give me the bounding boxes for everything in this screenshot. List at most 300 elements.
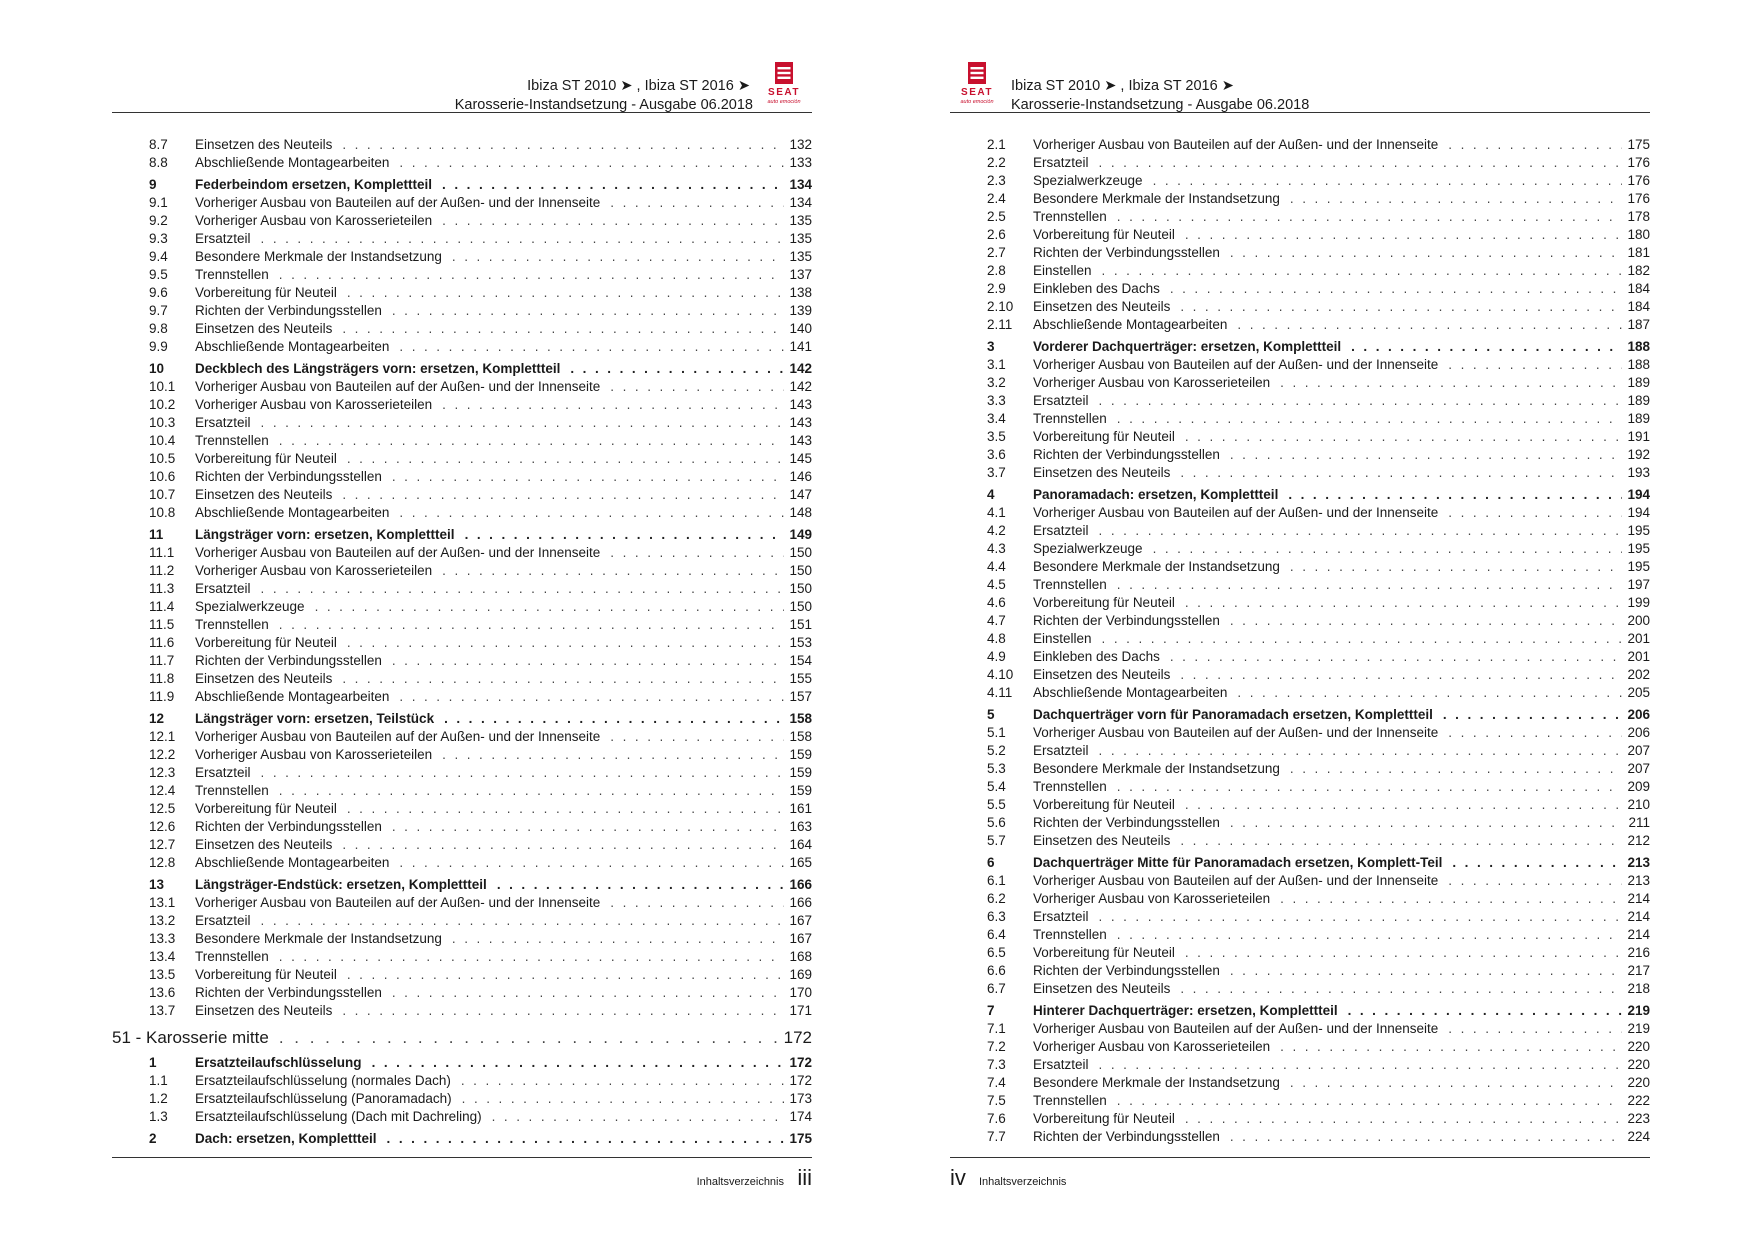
toc-entry bbox=[112, 670, 812, 688]
entry-number: 2 bbox=[149, 1131, 157, 1146]
entry-number: 5.4 bbox=[987, 779, 1006, 794]
entry-title: Vorbereitung für Neuteil bbox=[195, 451, 337, 466]
entry-number: 5.5 bbox=[987, 797, 1006, 812]
dot-leader bbox=[1290, 760, 1622, 778]
dot-leader bbox=[399, 854, 784, 872]
entry-page-number: 206 bbox=[1627, 725, 1650, 740]
entry-title: Ersatzteil bbox=[195, 415, 251, 430]
entry-page-number: 138 bbox=[789, 285, 812, 300]
entry-title: Längsträger vorn: ersetzen, Komplettteil bbox=[195, 527, 455, 542]
dot-leader bbox=[492, 1108, 784, 1126]
toc-entry bbox=[950, 684, 1650, 702]
entry-page-number: 134 bbox=[789, 177, 812, 192]
toc-section bbox=[112, 876, 812, 894]
entry-page-number: 199 bbox=[1627, 595, 1650, 610]
toc-entry bbox=[950, 226, 1650, 244]
entry-page-number: 163 bbox=[789, 819, 812, 834]
entry-number: 11.7 bbox=[149, 653, 175, 668]
dot-leader bbox=[1448, 872, 1622, 890]
entry-page-number: 133 bbox=[789, 155, 812, 170]
entry-page-number: 214 bbox=[1627, 927, 1650, 942]
svg-text:auto emoción: auto emoción bbox=[767, 99, 801, 105]
entry-page-number: 187 bbox=[1627, 317, 1650, 332]
entry-title: Trennstellen bbox=[1033, 1093, 1107, 1108]
entry-page-number: 176 bbox=[1627, 191, 1650, 206]
dot-leader bbox=[342, 486, 784, 504]
entry-number: 11.6 bbox=[149, 635, 175, 650]
header-model-line: Ibiza ST 2010 ➤ , Ibiza ST 2016 ➤ bbox=[527, 78, 750, 94]
entry-page-number: 164 bbox=[789, 837, 812, 852]
entry-title: Vorheriger Ausbau von Karosserieteilen bbox=[1033, 1039, 1271, 1054]
entry-title: Dach: ersetzen, Komplettteil bbox=[195, 1131, 377, 1146]
entry-page-number: 188 bbox=[1627, 339, 1650, 354]
entry-page-number: 150 bbox=[789, 581, 812, 596]
entry-title: Einsetzen des Neuteils bbox=[1033, 667, 1171, 682]
entry-page-number: 189 bbox=[1627, 393, 1650, 408]
dot-leader bbox=[279, 266, 784, 284]
entry-number: 13.5 bbox=[149, 967, 176, 982]
entry-number: 1.2 bbox=[149, 1091, 168, 1106]
entry-number: 1 bbox=[149, 1055, 157, 1070]
entry-title: Spezialwerkzeuge bbox=[195, 599, 305, 614]
entry-title: Besondere Merkmale der Instandsetzung bbox=[1033, 761, 1280, 776]
entry-page-number: 137 bbox=[789, 267, 812, 282]
entry-page-number: 181 bbox=[1627, 245, 1650, 260]
dot-leader bbox=[1099, 742, 1622, 760]
dot-leader bbox=[399, 338, 784, 356]
toc-entry bbox=[112, 266, 812, 284]
entry-number: 6.3 bbox=[987, 909, 1006, 924]
right-page bbox=[950, 0, 1650, 1239]
entry-number: 6 bbox=[987, 855, 995, 870]
entry-page-number: 132 bbox=[789, 137, 812, 152]
toc-section bbox=[950, 1002, 1650, 1020]
entry-title: Deckblech des Längsträgers vorn: ersetzen, Komplettteil bbox=[195, 361, 561, 376]
entry-page-number: 194 bbox=[1627, 487, 1650, 502]
entry-page-number: 189 bbox=[1627, 411, 1650, 426]
entry-title: Trennstellen bbox=[1033, 209, 1107, 224]
dot-leader bbox=[279, 948, 784, 966]
seat-logo bbox=[759, 61, 809, 107]
toc-entry bbox=[112, 432, 812, 450]
toc-entry bbox=[112, 212, 812, 230]
dot-leader bbox=[462, 1090, 784, 1108]
dot-leader bbox=[1185, 796, 1622, 814]
dot-leader bbox=[497, 876, 784, 894]
entry-number: 10 bbox=[149, 361, 165, 376]
entry-page-number: 147 bbox=[789, 487, 812, 502]
entry-number: 9.7 bbox=[149, 303, 168, 318]
toc-entry bbox=[950, 428, 1650, 446]
entry-title: Einstellen bbox=[1033, 263, 1092, 278]
dot-leader bbox=[1443, 706, 1622, 724]
entry-title: Einsetzen des Neuteils bbox=[1033, 465, 1171, 480]
entry-title: Vorheriger Ausbau von Bauteilen auf der Außen- und der Innenseite bbox=[1033, 357, 1439, 372]
dot-leader bbox=[1117, 576, 1622, 594]
entry-number: 7.2 bbox=[987, 1039, 1006, 1054]
entry-number: 9.4 bbox=[149, 249, 168, 264]
toc-entry bbox=[112, 320, 812, 338]
dot-leader bbox=[1230, 612, 1622, 630]
toc-entry bbox=[950, 666, 1650, 684]
entry-title: Richten der Verbindungsstellen bbox=[195, 469, 382, 484]
entry-title: Vorbereitung für Neuteil bbox=[195, 285, 337, 300]
dot-leader bbox=[279, 1026, 780, 1050]
footer-rule bbox=[112, 1157, 812, 1158]
entry-number: 2.11 bbox=[987, 317, 1013, 332]
entry-title: Besondere Merkmale der Instandsetzung bbox=[195, 249, 442, 264]
dot-leader bbox=[610, 894, 784, 912]
entry-page-number: 174 bbox=[789, 1109, 812, 1124]
entry-number: 4.5 bbox=[987, 577, 1006, 592]
toc-list bbox=[112, 136, 812, 1148]
toc-entry bbox=[112, 634, 812, 652]
dot-leader bbox=[1351, 338, 1622, 356]
entry-number: 2.5 bbox=[987, 209, 1006, 224]
entry-number: 2.1 bbox=[987, 137, 1006, 152]
entry-number: 1.3 bbox=[149, 1109, 168, 1124]
entry-number: 13.2 bbox=[149, 913, 176, 928]
entry-title: Einsetzen des Neuteils bbox=[1033, 833, 1171, 848]
entry-title: Abschließende Montagearbeiten bbox=[1033, 317, 1228, 332]
entry-page-number: 145 bbox=[789, 451, 812, 466]
entry-title: Trennstellen bbox=[195, 783, 269, 798]
entry-title: Ersatzteil bbox=[195, 231, 251, 246]
toc-entry bbox=[112, 154, 812, 172]
entry-title: Abschließende Montagearbeiten bbox=[195, 689, 390, 704]
entry-page-number: 172 bbox=[789, 1055, 812, 1070]
entry-page-number: 143 bbox=[789, 397, 812, 412]
toc-entry bbox=[950, 594, 1650, 612]
entry-number: 9.1 bbox=[149, 195, 168, 210]
entry-number: 9.9 bbox=[149, 339, 168, 354]
entry-title: Einsetzen des Neuteils bbox=[195, 321, 333, 336]
entry-number: 13.4 bbox=[149, 949, 176, 964]
entry-title: Vorheriger Ausbau von Bauteilen auf der Außen- und der Innenseite bbox=[1033, 505, 1439, 520]
footer-label: Inhaltsverzeichnis bbox=[696, 1176, 784, 1188]
seat-logo-icon bbox=[952, 61, 1002, 107]
toc-section bbox=[950, 854, 1650, 872]
entry-title: Vorbereitung für Neuteil bbox=[1033, 595, 1175, 610]
toc-entry bbox=[112, 580, 812, 598]
dot-leader bbox=[342, 670, 784, 688]
entry-number: 4.8 bbox=[987, 631, 1006, 646]
entry-title: Ersatzteilaufschlüsselung (normales Dach) bbox=[195, 1073, 451, 1088]
entry-number: 9.6 bbox=[149, 285, 168, 300]
entry-title: Richten der Verbindungsstellen bbox=[1033, 963, 1220, 978]
page-header bbox=[112, 72, 812, 114]
entry-number: 13.1 bbox=[149, 895, 176, 910]
entry-number: 10.7 bbox=[149, 487, 176, 502]
entry-page-number: 159 bbox=[789, 747, 812, 762]
entry-page-number: 176 bbox=[1627, 155, 1650, 170]
dot-leader bbox=[1153, 172, 1622, 190]
entry-number: 3.7 bbox=[987, 465, 1006, 480]
entry-page-number: 175 bbox=[1627, 137, 1650, 152]
dot-leader bbox=[1290, 190, 1622, 208]
entry-page-number: 140 bbox=[789, 321, 812, 336]
entry-page-number: 194 bbox=[1627, 505, 1650, 520]
dot-leader bbox=[347, 450, 784, 468]
entry-title: Längsträger vorn: ersetzen, Teilstück bbox=[195, 711, 435, 726]
dot-leader bbox=[1230, 962, 1622, 980]
toc-entry bbox=[112, 746, 812, 764]
dot-leader bbox=[1230, 1128, 1622, 1146]
entry-number: 13.3 bbox=[149, 931, 176, 946]
entry-title: Panoramadach: ersetzen, Komplettteil bbox=[1033, 487, 1279, 502]
dot-leader bbox=[1153, 540, 1622, 558]
entry-page-number: 134 bbox=[789, 195, 812, 210]
entry-title: Ersatzteilaufschlüsselung (Dach mit Dachreling) bbox=[195, 1109, 482, 1124]
dot-leader bbox=[1280, 374, 1622, 392]
dot-leader bbox=[452, 248, 784, 266]
entry-number: 11.4 bbox=[149, 599, 175, 614]
entry-page-number: 184 bbox=[1627, 281, 1650, 296]
entry-page-number: 218 bbox=[1627, 981, 1650, 996]
toc-entry bbox=[950, 1020, 1650, 1038]
svg-text:SEAT: SEAT bbox=[961, 87, 993, 98]
entry-title: Richten der Verbindungsstellen bbox=[195, 819, 382, 834]
entry-page-number: 172 bbox=[789, 1073, 812, 1088]
entry-page-number: 219 bbox=[1627, 1003, 1650, 1018]
entry-number: 11.8 bbox=[149, 671, 175, 686]
toc-entry bbox=[112, 248, 812, 266]
entry-title: Trennstellen bbox=[1033, 577, 1107, 592]
toc-entry bbox=[112, 1002, 812, 1020]
toc-entry bbox=[112, 894, 812, 912]
entry-page-number: 195 bbox=[1627, 541, 1650, 556]
entry-page-number: 135 bbox=[789, 249, 812, 264]
toc-entry bbox=[950, 1128, 1650, 1146]
entry-number: 11.3 bbox=[149, 581, 175, 596]
header-model-line: Ibiza ST 2010 ➤ , Ibiza ST 2016 ➤ bbox=[1011, 78, 1234, 94]
toc-entry bbox=[950, 796, 1650, 814]
entry-title: Vorheriger Ausbau von Karosserieteilen bbox=[195, 563, 433, 578]
toc-section bbox=[950, 706, 1650, 724]
entry-page-number: 214 bbox=[1627, 909, 1650, 924]
entry-number: 4.6 bbox=[987, 595, 1006, 610]
toc-entry bbox=[950, 576, 1650, 594]
entry-title: Ersatzteil bbox=[195, 913, 251, 928]
header-rule bbox=[112, 112, 812, 113]
entry-number: 3.5 bbox=[987, 429, 1006, 444]
entry-page-number: 211 bbox=[1628, 815, 1650, 830]
entry-number: 5.3 bbox=[987, 761, 1006, 776]
entry-number: 2.2 bbox=[987, 155, 1006, 170]
entry-title: Trennstellen bbox=[195, 617, 269, 632]
toc-entry bbox=[950, 172, 1650, 190]
entry-page-number: 167 bbox=[789, 913, 812, 928]
entry-title: Hinterer Dachquerträger: ersetzen, Komplettteil bbox=[1033, 1003, 1338, 1018]
entry-title: Spezialwerkzeuge bbox=[1033, 541, 1143, 556]
dot-leader bbox=[279, 782, 784, 800]
dot-leader bbox=[1452, 854, 1622, 872]
entry-number: 4 bbox=[987, 487, 995, 502]
entry-page-number: 213 bbox=[1627, 855, 1650, 870]
toc-entry bbox=[112, 338, 812, 356]
toc-entry bbox=[112, 1090, 812, 1108]
toc-entry bbox=[112, 194, 812, 212]
dot-leader bbox=[442, 746, 784, 764]
entry-number: 7.3 bbox=[987, 1057, 1006, 1072]
entry-page-number: 217 bbox=[1627, 963, 1650, 978]
entry-page-number: 195 bbox=[1627, 523, 1650, 538]
entry-page-number: 169 bbox=[789, 967, 812, 982]
entry-number: 4.9 bbox=[987, 649, 1006, 664]
entry-title: Ersatzteil bbox=[1033, 1057, 1089, 1072]
dot-leader bbox=[392, 468, 784, 486]
toc-entry bbox=[112, 468, 812, 486]
entry-number: 7 bbox=[987, 1003, 995, 1018]
dot-leader bbox=[387, 1130, 784, 1148]
dot-leader bbox=[442, 176, 784, 194]
entry-title: Besondere Merkmale der Instandsetzung bbox=[1033, 559, 1280, 574]
entry-title: Richten der Verbindungsstellen bbox=[1033, 245, 1220, 260]
entry-page-number: 220 bbox=[1627, 1039, 1650, 1054]
dot-leader bbox=[1448, 356, 1622, 374]
dot-leader bbox=[1448, 1020, 1622, 1038]
dot-leader bbox=[1290, 558, 1622, 576]
dot-leader bbox=[1448, 136, 1622, 154]
dot-leader bbox=[1099, 154, 1622, 172]
entry-number: 9 bbox=[149, 177, 157, 192]
entry-number: 12.5 bbox=[149, 801, 176, 816]
dot-leader bbox=[1230, 814, 1622, 832]
entry-number: 3.4 bbox=[987, 411, 1006, 426]
toc-entry bbox=[950, 832, 1650, 850]
toc-entry bbox=[112, 728, 812, 746]
entry-number: 12.3 bbox=[149, 765, 176, 780]
entry-title: Vorheriger Ausbau von Karosserieteilen bbox=[195, 397, 433, 412]
dot-leader bbox=[1102, 262, 1622, 280]
dot-leader bbox=[261, 230, 784, 248]
dot-leader bbox=[392, 652, 784, 670]
toc-section bbox=[112, 1130, 812, 1148]
entry-number: 9.8 bbox=[149, 321, 168, 336]
entry-number: 10.5 bbox=[149, 451, 176, 466]
entry-number: 8.7 bbox=[149, 137, 168, 152]
toc-entry bbox=[950, 190, 1650, 208]
entry-number: 12.7 bbox=[149, 837, 176, 852]
toc-entry bbox=[950, 244, 1650, 262]
entry-title: Einsetzen des Neuteils bbox=[195, 137, 333, 152]
dot-leader bbox=[465, 526, 784, 544]
entry-page-number: 176 bbox=[1627, 173, 1650, 188]
entry-title: Richten der Verbindungsstellen bbox=[1033, 613, 1220, 628]
entry-number: 6.7 bbox=[987, 981, 1006, 996]
entry-page-number: 220 bbox=[1627, 1075, 1650, 1090]
entry-title: Ersatzteil bbox=[195, 765, 251, 780]
entry-page-number: 159 bbox=[789, 783, 812, 798]
toc-entry bbox=[950, 298, 1650, 316]
page-footer bbox=[950, 1165, 1650, 1195]
entry-number: 10.6 bbox=[149, 469, 176, 484]
entry-page-number: 155 bbox=[789, 671, 812, 686]
dot-leader bbox=[1185, 1110, 1622, 1128]
dot-leader bbox=[1099, 392, 1622, 410]
dot-leader bbox=[1185, 944, 1622, 962]
entry-page-number: 178 bbox=[1627, 209, 1650, 224]
dot-leader bbox=[1117, 778, 1622, 796]
entry-number: 6.2 bbox=[987, 891, 1006, 906]
toc-entry bbox=[112, 284, 812, 302]
entry-title: Vorheriger Ausbau von Bauteilen auf der Außen- und der Innenseite bbox=[195, 545, 601, 560]
dot-leader bbox=[1099, 1056, 1622, 1074]
toc-entry bbox=[112, 450, 812, 468]
dot-leader bbox=[1102, 630, 1622, 648]
entry-number: 7.5 bbox=[987, 1093, 1006, 1108]
entry-title: Trennstellen bbox=[1033, 779, 1107, 794]
entry-title: Ersatzteil bbox=[1033, 743, 1089, 758]
page-number-roman: iv bbox=[950, 1165, 966, 1190]
dot-leader bbox=[1280, 1038, 1622, 1056]
dot-leader bbox=[399, 154, 784, 172]
entry-title: Besondere Merkmale der Instandsetzung bbox=[195, 931, 442, 946]
entry-number: 2.10 bbox=[987, 299, 1014, 314]
entry-title: Besondere Merkmale der Instandsetzung bbox=[1033, 1075, 1280, 1090]
entry-number: 4.2 bbox=[987, 523, 1006, 538]
seat-logo-icon bbox=[759, 61, 809, 107]
dot-leader bbox=[1185, 594, 1622, 612]
entry-title: Vorheriger Ausbau von Bauteilen auf der Außen- und der Innenseite bbox=[1033, 725, 1439, 740]
toc-entry bbox=[950, 136, 1650, 154]
dot-leader bbox=[1170, 280, 1622, 298]
toc-entry bbox=[112, 1108, 812, 1126]
toc-entry bbox=[112, 396, 812, 414]
dot-leader bbox=[1117, 1092, 1622, 1110]
entry-page-number: 139 bbox=[789, 303, 812, 318]
entry-number: 3.3 bbox=[987, 393, 1006, 408]
entry-page-number: 209 bbox=[1627, 779, 1650, 794]
entry-number: 4.1 bbox=[987, 505, 1006, 520]
entry-title: Vorbereitung für Neuteil bbox=[1033, 227, 1175, 242]
entry-title: Einsetzen des Neuteils bbox=[1033, 299, 1171, 314]
entry-title: Richten der Verbindungsstellen bbox=[1033, 815, 1220, 830]
entry-title: Trennstellen bbox=[195, 267, 269, 282]
entry-number: 3.6 bbox=[987, 447, 1006, 462]
entry-number: 4.11 bbox=[987, 685, 1013, 700]
dot-leader bbox=[1288, 486, 1622, 504]
entry-page-number: 173 bbox=[789, 1091, 812, 1106]
entry-title: Vorheriger Ausbau von Bauteilen auf der Außen- und der Innenseite bbox=[1033, 137, 1439, 152]
entry-page-number: 175 bbox=[789, 1131, 812, 1146]
toc-entry bbox=[950, 392, 1650, 410]
toc-entry bbox=[950, 1038, 1650, 1056]
entry-number: 2.9 bbox=[987, 281, 1006, 296]
dot-leader bbox=[1180, 832, 1622, 850]
toc-entry bbox=[112, 486, 812, 504]
entry-number: 7.1 bbox=[987, 1021, 1006, 1036]
entry-page-number: 192 bbox=[1627, 447, 1650, 462]
entry-page-number: 201 bbox=[1627, 631, 1650, 646]
dot-leader bbox=[442, 212, 784, 230]
entry-title: Vorbereitung für Neuteil bbox=[1033, 797, 1175, 812]
entry-number: 5.7 bbox=[987, 833, 1006, 848]
footer-label: Inhaltsverzeichnis bbox=[979, 1176, 1067, 1188]
entry-number: 7.7 bbox=[987, 1129, 1006, 1144]
entry-title: Vorheriger Ausbau von Bauteilen auf der Außen- und der Innenseite bbox=[195, 895, 601, 910]
entry-page-number: 168 bbox=[789, 949, 812, 964]
entry-number: 3.1 bbox=[987, 357, 1006, 372]
entry-title: Einkleben des Dachs bbox=[1033, 281, 1160, 296]
dot-leader bbox=[392, 984, 784, 1002]
entry-page-number: 135 bbox=[789, 213, 812, 228]
entry-page-number: 159 bbox=[789, 765, 812, 780]
toc-entry bbox=[112, 800, 812, 818]
entry-number: 2.7 bbox=[987, 245, 1006, 260]
toc-entry bbox=[112, 302, 812, 320]
dot-leader bbox=[610, 544, 784, 562]
